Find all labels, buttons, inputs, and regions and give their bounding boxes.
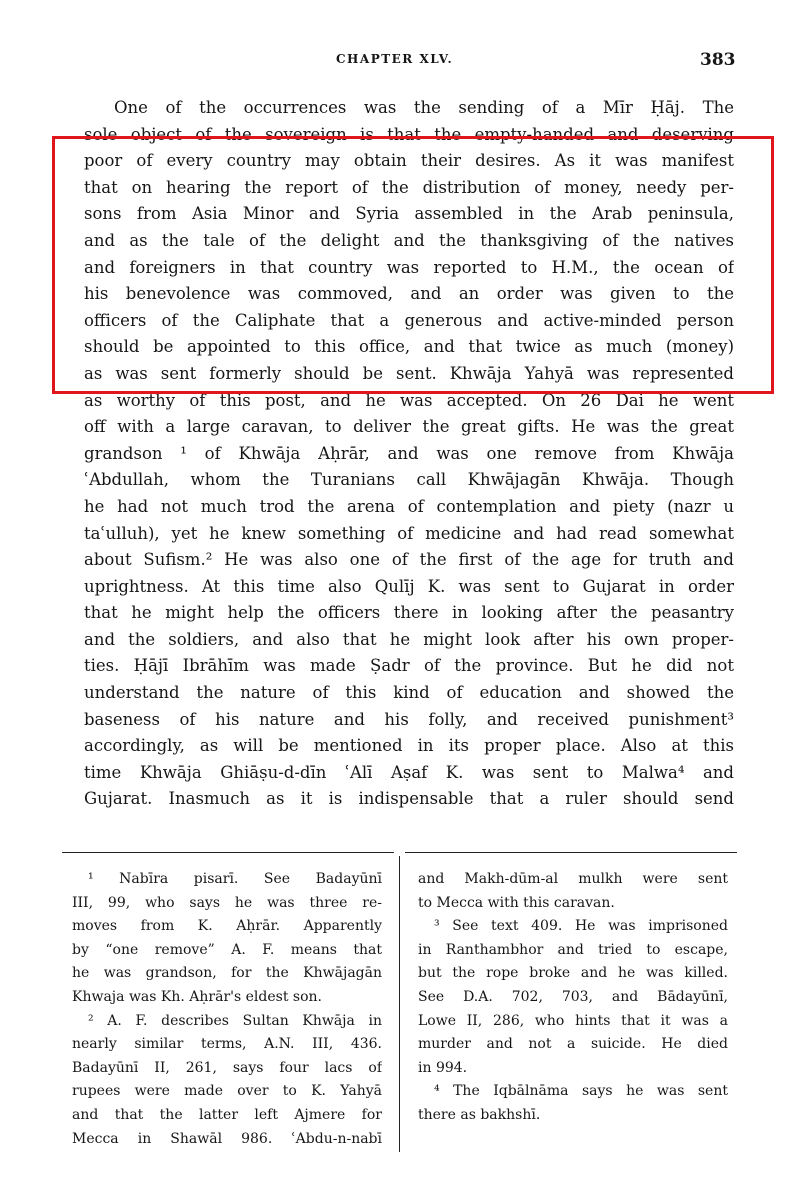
footnote-line: rupees were made over to K. Yahyā — [72, 1083, 382, 1100]
text-line: and foreigners in that country was reported to H.M., the ocean of — [84, 257, 734, 277]
footnote-line: there as bakhshī. — [418, 1106, 541, 1123]
footnote-line: Mecca in Shawāl 986. ʿAbdu-n-nabī — [72, 1130, 382, 1147]
text-line: and as the tale of the delight and the thanksgiving of the natives — [84, 230, 734, 250]
footnote-line: ⁴ The Iqbālnāma says he was sent — [434, 1083, 728, 1100]
footnotes-left-column — [72, 868, 382, 1151]
footnote-line: in Ranthambhor and tried to escape, — [418, 941, 728, 958]
footnote-line: ² A. F. describes Sultan Khwāja in — [88, 1012, 382, 1029]
footnote-line: to Mecca with this caravan. — [418, 894, 615, 911]
footnote-line: he was grandson, for the Khwājagān — [72, 965, 382, 982]
text-line: he had not much trod the arena of contemplation and piety (nazr u — [84, 496, 734, 516]
text-line: Gujarat. Inasmuch as it is indispensable that a ruler should send — [84, 789, 734, 809]
text-line: that on hearing the report of the distribution of money, needy per- — [84, 177, 734, 197]
text-line: as was sent formerly should be sent. Khwāja Yahyā was represented — [84, 363, 734, 383]
footnote-line: nearly similar terms, A.N. III, 436. — [72, 1036, 382, 1053]
footnote-line: but the rope broke and he was killed. — [418, 965, 728, 982]
text-line: sole object of the sovereign is that the empty-handed and deserving — [84, 124, 734, 144]
running-head — [0, 50, 793, 74]
footnote-line: by “one remove” A. F. means that — [72, 941, 382, 958]
footnote-line: moves from K. Aḥrār. Apparently — [72, 918, 382, 935]
text-line: ʿAbdullah, whom the Turanians call Khwājagān Khwāja. Though — [84, 470, 734, 490]
footnote-column-divider — [399, 856, 400, 1152]
footnote-line: ³ See text 409. He was imprisoned — [434, 918, 728, 935]
footnote-line: Lowe II, 286, who hints that it was a — [418, 1012, 728, 1029]
text-line: and the soldiers, and also that he might look after his own proper- — [84, 629, 734, 649]
text-line: understand the nature of this kind of education and showed the — [84, 683, 734, 703]
footnote-line: See D.A. 702, 703, and Bādayūnī, — [418, 988, 728, 1005]
text-line: that he might help the officers there in looking after the peasantry — [84, 603, 734, 623]
text-line: uprightness. At this time also Qulīj K. was sent to Gujarat in order — [84, 576, 734, 596]
text-line: about Sufism.² He was also one of the first of the age for truth and — [84, 550, 734, 570]
text-line: off with a large caravan, to deliver the great gifts. He was the great — [84, 417, 734, 437]
text-line: sons from Asia Minor and Syria assembled in the Arab peninsula, — [84, 204, 734, 224]
footnote-line: murder and not a suicide. He died — [418, 1036, 728, 1053]
chapter-heading: CHAPTER XLV. — [336, 52, 454, 66]
footnote-line: ¹ Nabīra pisarī. See Badayūnī — [88, 871, 382, 887]
text-line: grandson ¹ of Khwāja Aḥrār, and was one remove from Khwāja — [84, 443, 734, 463]
footnote-line: Khwaja was Kh. Aḥrār's eldest son. — [72, 988, 322, 1005]
text-line: taʿulluh), yet he knew something of medicine and had read somewhat — [84, 523, 734, 543]
text-line: time Khwāja Ghiāṣu-d-dīn ʿAlī Aṣaf K. was sent to Malwa⁴ and — [84, 762, 734, 782]
text-line: his benevolence was commoved, and an order was given to the — [84, 284, 734, 304]
text-line: baseness of his nature and his folly, and received punishment³ — [84, 709, 734, 729]
footnote-line: III, 99, who says he was three re- — [72, 894, 382, 911]
footnote-line: in 994. — [418, 1059, 468, 1076]
text-line: accordingly, as will be mentioned in its proper place. Also at this — [84, 736, 734, 756]
footnote-rule-left — [62, 852, 394, 853]
footnote-rule-right — [405, 852, 737, 853]
footnote-line: and Makh-dūm-al mulkh were sent — [418, 871, 728, 887]
text-line: officers of the Caliphate that a generous and active-minded person — [84, 310, 734, 330]
text-line: ties. Ḥājī Ibrāhīm was made Ṣadr of the province. But he did not — [84, 656, 734, 676]
footnote-line: Badayūnī II, 261, says four lacs of — [72, 1059, 382, 1076]
main-text — [84, 95, 734, 813]
text-line: poor of every country may obtain their desires. As it was manifest — [84, 151, 734, 171]
page-number: 383 — [700, 50, 736, 70]
footnote-line: and that the latter left Ajmere for — [72, 1106, 382, 1123]
footnotes-right-column — [418, 868, 728, 1128]
text-line: should be appointed to this office, and that twice as much (money) — [84, 337, 734, 357]
text-line: One of the occurrences was the sending of a Mīr Ḥāj. The — [114, 98, 734, 117]
text-line: as worthy of this post, and he was accepted. On 26 Dai he went — [84, 390, 734, 410]
